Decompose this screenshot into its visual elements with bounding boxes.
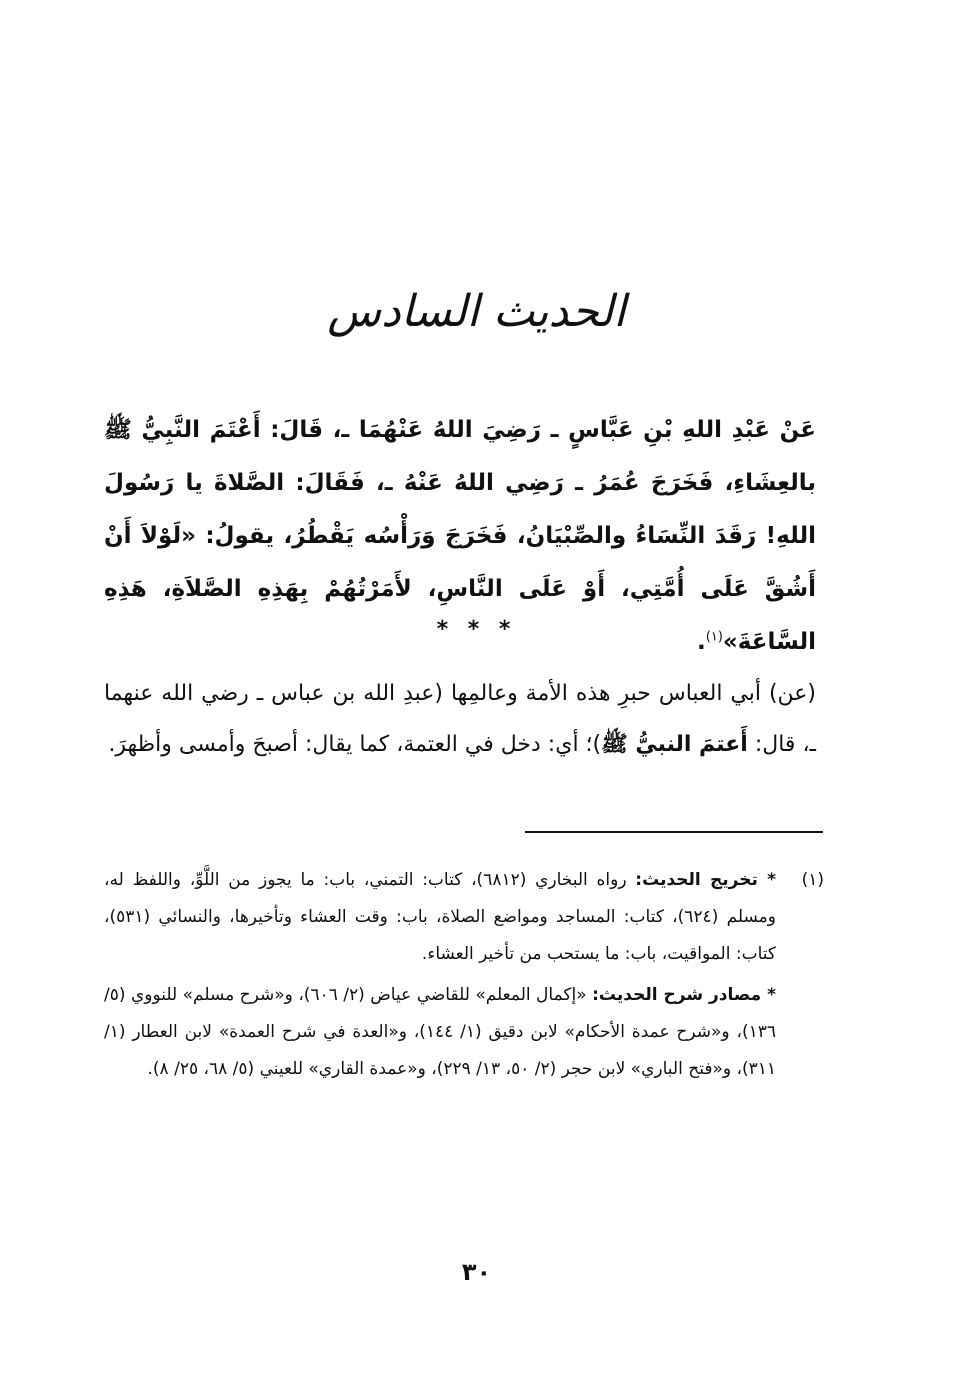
takhrij-text: رواه البخاري (٦٨١٢)، كتاب: التمني، باب: ما يجوز من اللَّوِّ، واللفظ له، ومسلم (٦٢٤)، كتاب: المساجد ومواضع الصلاة، باب: وقت العشاء وتأخيرها، والنسائي (٥٣١)، كتاب: المواقيت، باب: ما يستحب من تأخير العشاء. [104,870,776,964]
footnote-marker: (١) [705,629,723,645]
hadith-body: عَنْ عَبْدِ اللهِ بْنِ عَبَّاسٍ ـ رَضِيَ اللهُ عَنْهُمَا ـ، قَالَ: أَعْتَمَ النَّبِيُّ ﷺ بالعِشَاءِ، فَخَرَجَ عُمَرُ ـ رَضِي اللهُ عَنْهُ ـ، فَقَالَ: الصَّلاةَ يا رَسُولَ اللهِ! رَقَدَ النِّسَاءُ والصِّبْيَانُ، فَخَرَجَ وَرَأْسُه يَقْطُرُ، يقولُ: «لَوْلاَ أَنْ أَشُقَّ عَلَى أُمَّتِي، أَوْ عَلَى النَّاسِ، لأَمَرْتُهُمْ بِهَذِهِ الصَّلاَةِ، هَذِهِ السَّاعَةَ» [104,417,816,655]
commentary-bold-quote: أَعتمَ النبيُّ ﷺ [601,732,748,757]
footnotes [104,862,824,1092]
takhrij-paragraph [104,862,776,973]
chapter-title: الحديث السادس [327,286,626,337]
commentary-part1: (عن) أبي العباس حبرِ هذه الأمة وعالمِها (عبدِ الله بن عباس ـ رضي الله عنهما ـ، قال: [104,681,816,757]
footnote-1 [104,862,824,1092]
footnote-body [104,862,776,1092]
hadith-end: . [697,629,706,655]
footnote-divider [525,831,823,833]
sources-paragraph [104,977,776,1088]
sources-text: «إكمال المعلم» للقاضي عياض (٢/ ٦٠٦)، و«شرح مسلم» للنووي (٥/ ١٣٦)، و«شرح عمدة الأحكام» لابن دقيق (١/ ١٤٤)، و«العدة في شرح العمدة» لابن العطار (١/ ٣١١)، و«فتح الباري» لابن حجر (٢/ ٥٠، ١٣/ ٢٢٩)، و«عمدة القاري» للعيني (٥/ ٦٨، ٢٥/ ٨). [104,985,776,1079]
commentary-paragraph [104,668,816,770]
page-number: ٣٠ [461,1258,492,1286]
commentary-part2: )؛ أي: دخل في العتمة، كما يقال: أصبحَ وأمسى وأظهرَ. [108,732,602,757]
sources-label: * مصادر شرح الحديث: [592,985,777,1005]
takhrij-label: * تخريج الحديث: [635,870,776,890]
footnote-number: (١) [801,870,824,890]
section-separator: * * * [436,617,517,642]
